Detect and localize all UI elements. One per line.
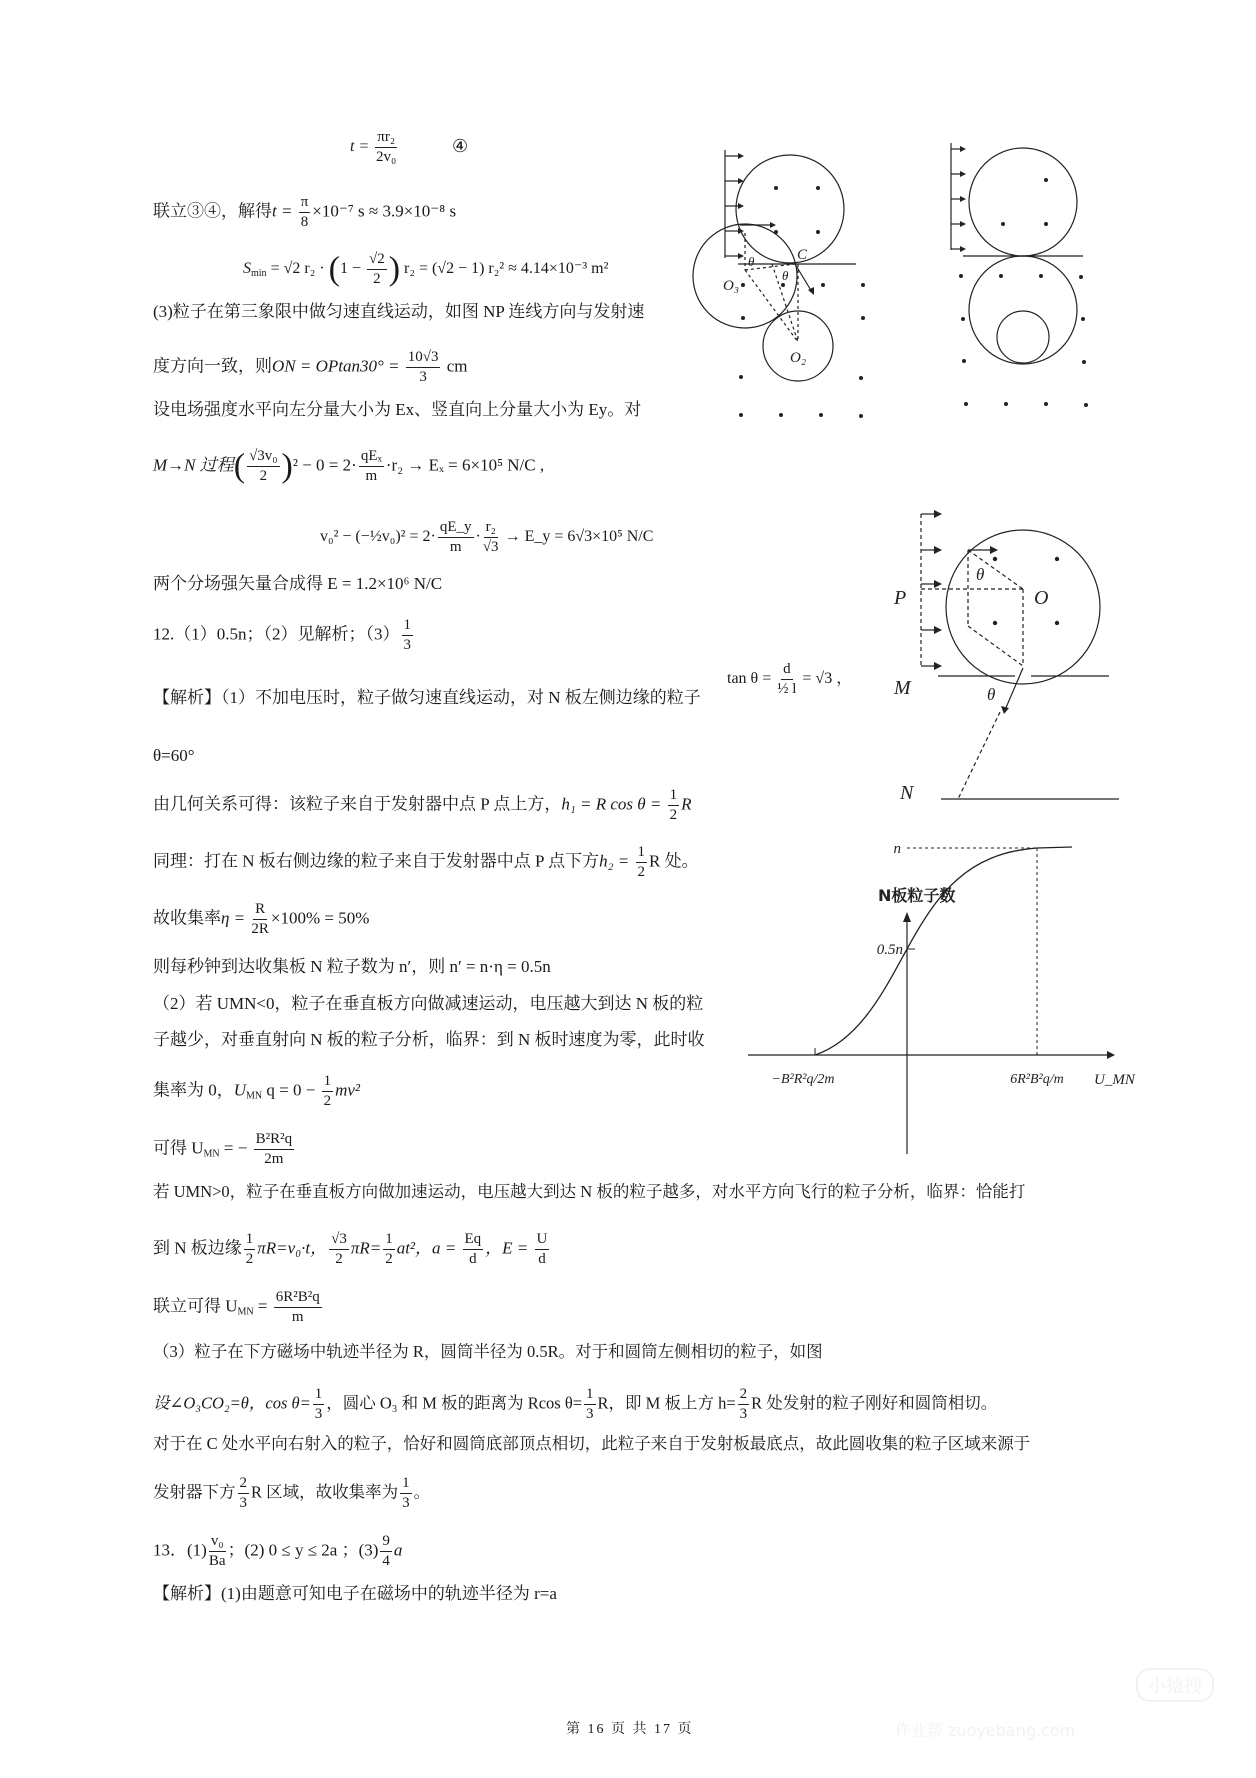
- final-b: =: [253, 1296, 272, 1316]
- eta-line: [153, 900, 369, 939]
- analysis-label: 【解析】: [153, 688, 221, 707]
- edge-a: 到 N 板边缘: [153, 1238, 242, 1258]
- edge-e: ，E =: [485, 1238, 533, 1258]
- eta-num: R: [253, 900, 267, 920]
- h2-den: 2: [637, 864, 645, 880]
- smin-lhs: S: [243, 260, 251, 278]
- paren-close: ): [388, 250, 401, 288]
- final-num: 6R²B²q: [274, 1288, 322, 1308]
- mn-prefix: M→N 过程: [153, 455, 234, 475]
- emitter-arrows: [951, 149, 960, 249]
- eq4-tag: ④: [452, 136, 469, 156]
- q12p3-f3: [738, 1385, 750, 1424]
- p2-result: [153, 1130, 296, 1169]
- eta-rest: ×100% = 50%: [270, 908, 370, 928]
- mn-frac: [247, 447, 279, 486]
- q12-answer-frac: [402, 616, 414, 655]
- cylinder-circle: [997, 311, 1049, 363]
- edge-f2d: 2: [335, 1251, 343, 1267]
- upper-field-circle: [736, 155, 844, 263]
- q13-f2n: 9: [380, 1532, 392, 1552]
- label-o3: O₃: [723, 278, 740, 294]
- h2: h₂ =: [599, 851, 634, 871]
- x-axis-arrowhead: [1107, 1051, 1115, 1059]
- eta-den: 2R: [251, 921, 269, 937]
- mn-frac-den: 2: [259, 468, 268, 484]
- p2res-b: = −: [219, 1138, 252, 1158]
- edge-f5: [535, 1230, 550, 1269]
- y-tick-n: n: [893, 841, 901, 857]
- x-axis-label: U_MN: [1094, 1072, 1135, 1088]
- solve-prefix: 联立③④，解得: [153, 201, 272, 221]
- paren-open: (: [233, 447, 246, 485]
- mn-frac-num: √3v₀: [247, 447, 279, 467]
- q12p3-f2: [584, 1385, 596, 1424]
- watermark-text: 作业帮 zuoyebang.com: [895, 1721, 1076, 1740]
- mn-mid: ² − 0 = 2·: [292, 455, 357, 475]
- solve-rest: ×10⁻⁷ s ≈ 3.9×10⁻⁸ s: [312, 201, 457, 221]
- p3-line2-a: 度方向一致，则: [153, 356, 272, 376]
- p2res-sub: MN: [203, 1148, 220, 1160]
- label-theta-1: θ: [748, 254, 755, 269]
- q12-p3-line2: [153, 1385, 997, 1424]
- q12p3-f2n: 1: [584, 1385, 596, 1405]
- y-tick-half-n: 0.5n: [876, 942, 903, 958]
- p3-line3: 设电场强度水平向左分量大小为 Ex、竖直向上分量大小为 Ey。对: [153, 400, 642, 419]
- final-den: m: [291, 1309, 304, 1325]
- final-frac: [274, 1288, 322, 1327]
- edge-f4d: d: [469, 1251, 477, 1267]
- geo-line: [153, 786, 691, 825]
- label-p: P: [894, 587, 907, 609]
- mn-equation: [153, 447, 544, 486]
- p2-line1: （2）若 UMN<0，粒子在垂直板方向做减速运动，电压越大到达 N 板的粒: [153, 994, 704, 1013]
- q12p3-f3d: 3: [739, 1406, 748, 1422]
- mn-frac2: [359, 447, 384, 486]
- equation-4: [350, 128, 399, 167]
- p2l3-c: q = 0 −: [262, 1080, 320, 1100]
- ey-equation: v₀² − (−½v₀)² = 2· $\frac{qE\_y}{m}$ · $\frac{\text{r₂}}{√3}$ → E_y = 6√3×10⁵ N/C: [320, 519, 654, 555]
- edge-d: at²，a =: [396, 1238, 461, 1258]
- q13-f2: [380, 1532, 392, 1571]
- smin-mid: = √2 r₂ ·: [266, 260, 329, 278]
- p3-line1: (3)粒子在第三象限中做匀速直线运动，如图 NP 连线方向与发射速: [153, 302, 645, 321]
- q13-f1: [209, 1532, 226, 1571]
- q12p3l4-a: 发射器下方: [153, 1482, 236, 1502]
- q12-analysis-1: [153, 686, 701, 710]
- q12p3-d: R 处发射的粒子刚好和圆筒相切。: [751, 1393, 998, 1413]
- eq4-frac: [375, 128, 397, 167]
- p2l3-d: mv²: [335, 1080, 361, 1100]
- q13-b: ；(2) 0 ≤ y ≤ 2a ；(3): [227, 1540, 379, 1560]
- edge-f1: [244, 1230, 256, 1269]
- figure-trajectory-circles: [660, 130, 910, 430]
- q13-f1d: Ba: [208, 1553, 226, 1569]
- ey-a: v₀² −: [320, 528, 356, 546]
- edge-f4: [463, 1230, 484, 1269]
- label-c: C: [797, 247, 808, 263]
- smin-paren-a: 1 −: [339, 260, 365, 278]
- arrowheads: [934, 510, 1009, 714]
- label-theta-out: θ: [987, 685, 996, 704]
- x-tick-positive: 6R²B²q/m: [1010, 1072, 1064, 1087]
- geo-text: 由几何关系可得：该粒子来自于发射器中点 P 点上方，: [153, 794, 562, 814]
- q13-answer: [153, 1532, 402, 1571]
- ey-frac-num: qE_y: [438, 518, 474, 538]
- h2-frac: [636, 843, 648, 882]
- q12p3l4-b: R 区域，故收集率为: [251, 1482, 399, 1502]
- eta-frac: [251, 900, 269, 939]
- q13-c: a: [393, 1540, 403, 1560]
- p2l3-a: 集率为 0，: [153, 1080, 234, 1100]
- q12-answer: [153, 616, 415, 655]
- nprime-line: 则每秒钟到达收集板 N 粒子数为 n′，则 n′ = n·η = 0.5n: [153, 957, 551, 976]
- h1-R: R: [681, 794, 692, 814]
- ey-paren: (−½v₀)²: [355, 528, 406, 546]
- smin-frac-den: 2: [373, 271, 381, 287]
- tan-lhs: tan θ =: [727, 670, 776, 688]
- label-n: N: [900, 782, 914, 804]
- p2res-num: B²R²q: [254, 1130, 295, 1150]
- final-sub: MN: [237, 1306, 254, 1318]
- q13-f1n: v₀: [209, 1532, 226, 1552]
- q12p3-f1d: 3: [314, 1406, 323, 1422]
- h1-num: 1: [668, 786, 680, 806]
- p2l3-num: 1: [322, 1072, 334, 1092]
- cylinder-circle-o2: [763, 311, 833, 381]
- p2-line2: 子越少，对垂直射向 N 板的粒子分析，临界：到 N 板时速度为零，此时收: [153, 1030, 705, 1049]
- eta-lhs: η =: [221, 908, 250, 928]
- ey-frac-den: m: [449, 539, 462, 555]
- h1: h₁ = R cos θ =: [561, 794, 666, 814]
- field-dots: [739, 186, 865, 418]
- label-m: M: [894, 677, 911, 699]
- solve-frac: [299, 193, 311, 232]
- eq4-den: 2v₀: [376, 149, 397, 165]
- on-frac-num: 10√3: [406, 348, 441, 368]
- a1-line: （1）不加电压时，粒子做匀速直线运动，对 N 板左侧边缘的粒子: [221, 688, 701, 707]
- q12p3l4-f1: [238, 1474, 250, 1513]
- q12p3-a: 设∠O₃CO₂=θ，cos θ=: [153, 1393, 311, 1413]
- final-a: 联立可得 U: [153, 1296, 238, 1316]
- exit-velocity-arrow: [1005, 668, 1023, 710]
- emitter-arrows: [725, 156, 770, 256]
- y-axis-label: N板粒子数: [878, 886, 956, 905]
- q12p3-f2d: 3: [586, 1406, 594, 1422]
- p2-pos-line: 若 UMN>0，粒子在垂直板方向做加速运动，电压越大到达 N 板的粒子越多，对水平方向飞行的粒子分析，临界：恰能打: [153, 1182, 1026, 1201]
- mn-rest: ·r₂ → Eₓ = 6×10⁵ N/C ,: [385, 455, 545, 475]
- lower-trajectory-circle: [969, 256, 1077, 364]
- ey-rest: → E_y = 6√3×10⁵ N/C: [500, 528, 654, 546]
- paren-close: ): [281, 447, 293, 485]
- p2l3-b: U: [233, 1080, 247, 1100]
- p3-line2: [153, 348, 468, 387]
- watermark-badge: 小猿搜: [1136, 1668, 1214, 1702]
- edge-f5d: d: [538, 1251, 546, 1267]
- combine-line: 两个分场强矢量合成得 E = 1.2×10⁶ N/C: [153, 574, 443, 593]
- edge-f2: [329, 1230, 349, 1269]
- y-axis-arrowhead: [903, 912, 911, 922]
- ey-frac2-num: r₂: [484, 518, 498, 538]
- solve-t-line: [153, 193, 456, 232]
- chart-n-particles: [740, 841, 1135, 1160]
- field-dots: [993, 557, 1059, 625]
- q12-p3-line4: [153, 1474, 430, 1513]
- edge-f3: [383, 1230, 395, 1269]
- tan-num: d: [781, 660, 793, 680]
- edge-f3d: 2: [385, 1251, 393, 1267]
- p2l3-frac: [322, 1072, 334, 1111]
- p2-final: [153, 1288, 324, 1327]
- construction-lines: [921, 550, 1023, 799]
- p2res-frac: [254, 1130, 295, 1169]
- h2-num: 1: [636, 843, 648, 863]
- series-curve: [815, 847, 1072, 1055]
- q12p3l4-f1n: 2: [238, 1474, 250, 1494]
- on-frac-den: 3: [419, 369, 427, 385]
- edge-f5n: U: [535, 1230, 550, 1250]
- q13-a: 13．(1): [153, 1540, 207, 1560]
- q12p3l4-c: 。: [413, 1482, 431, 1502]
- same-line: [153, 843, 699, 882]
- edge-f1d: 2: [245, 1251, 254, 1267]
- q12p3l4-f2: [400, 1474, 412, 1513]
- tan-frac: [777, 660, 796, 699]
- q12-answer-text: 12.（1）0.5n；（2）见解析；（3）: [153, 624, 400, 644]
- ey-frac2: [483, 518, 499, 557]
- solve-den: 8: [300, 214, 309, 230]
- p2-edge-line: [153, 1230, 551, 1269]
- field-dots: [959, 178, 1088, 407]
- smin-frac-num: √2: [367, 250, 387, 270]
- p2res-den: 2m: [264, 1151, 284, 1167]
- p3-line2-b: ON = OPtan30° =: [272, 356, 404, 376]
- q12p3l4-f2n: 1: [400, 1474, 412, 1494]
- page-footer: 第 16 页 共 17 页: [566, 1722, 694, 1737]
- q12-answer-num: 1: [402, 616, 414, 636]
- on-unit: cm: [442, 356, 468, 376]
- p2res-a: 可得 U: [153, 1138, 204, 1158]
- h2-tail: R 处。: [649, 851, 699, 871]
- mn-frac2-den: m: [365, 468, 378, 484]
- solve-num: π: [299, 193, 311, 213]
- smin-sub: min: [251, 268, 267, 280]
- tan-equation: [727, 660, 852, 699]
- upper-field-circle: [969, 148, 1077, 256]
- p2l3-den: 2: [323, 1093, 332, 1109]
- q12p3l4-f2d: 3: [402, 1495, 410, 1511]
- arrowheads: [960, 146, 966, 252]
- q12p3-b: ，圆心 O₃ 和 M 板的距离为 Rcos θ=: [326, 1393, 583, 1413]
- edge-c: πR=: [350, 1238, 382, 1258]
- ey-mid: = 2·: [405, 528, 436, 546]
- q13-f2d: 4: [382, 1553, 390, 1569]
- label-theta-2: θ: [782, 268, 789, 283]
- on-frac: [406, 348, 441, 387]
- edge-f1n: 1: [244, 1230, 256, 1250]
- eq4-num: πr₂: [375, 128, 397, 148]
- label-o: O: [1034, 587, 1049, 609]
- edge-f4n: Eq: [463, 1230, 484, 1250]
- q12p3-c: R，即 M 板上方 h=: [597, 1393, 736, 1413]
- label-o2: O₂: [790, 350, 807, 366]
- smin-rest: r₂ = (√2 − 1) r₂² ≈ 4.14×10⁻³ m²: [400, 260, 609, 278]
- eq4-lhs: t =: [350, 138, 370, 156]
- paren-open: (: [328, 250, 340, 288]
- smin-frac: [367, 250, 387, 289]
- smin-equation: [243, 250, 608, 289]
- figure-emitter-plates: [870, 500, 1120, 810]
- q12p3-f1: [313, 1385, 325, 1424]
- p2-line3: [153, 1072, 360, 1111]
- same-text: 同理：打在 N 板右侧边缘的粒子来自于发射器中点 P 点下方: [153, 851, 600, 871]
- q12p3-f3n: 2: [738, 1385, 750, 1405]
- q12-p3-line3: 对于在 C 处水平向右射入的粒子，恰好和圆筒底部顶点相切，此粒子来自于发射板最底点，故此圆收集的粒子区域来源于: [153, 1434, 1031, 1453]
- p2l3-sub: MN: [246, 1090, 263, 1102]
- figure-stacked-circles: [930, 130, 1110, 420]
- label-theta-in: θ: [976, 565, 985, 584]
- h1-den: 2: [669, 807, 678, 823]
- q12-p3-line1: （3）粒子在下方磁场中轨迹半径为 R，圆筒半径为 0.5R。对于和圆筒左侧相切的粒子，如图: [153, 1342, 823, 1361]
- edge-f2n: √3: [329, 1230, 349, 1250]
- x-tick-negative: −B²R²q/2m: [771, 1072, 835, 1087]
- edge-b: πR=v₀·t，: [257, 1238, 328, 1258]
- ey-frac2-den: √3: [482, 539, 499, 555]
- ey-frac: [438, 518, 474, 557]
- q12-answer-den: 3: [403, 637, 411, 653]
- q12p3-f1n: 1: [313, 1385, 325, 1405]
- solve-t: t =: [272, 201, 297, 221]
- edge-f3n: 1: [383, 1230, 395, 1250]
- tan-rest: = √3 ，: [798, 670, 853, 688]
- eta-prefix: 故收集率: [153, 908, 221, 928]
- mn-frac2-num: qEₓ: [359, 447, 384, 467]
- theta60: θ=60°: [153, 746, 195, 765]
- q13-analysis: 【解析】(1)由题意可知电子在磁场中的轨迹半径为 r=a: [153, 1584, 557, 1603]
- tan-den: ½ l: [777, 681, 797, 697]
- h1-frac: [668, 786, 680, 825]
- q12p3l4-f1d: 3: [239, 1495, 247, 1511]
- emitter-arrows: [921, 514, 936, 666]
